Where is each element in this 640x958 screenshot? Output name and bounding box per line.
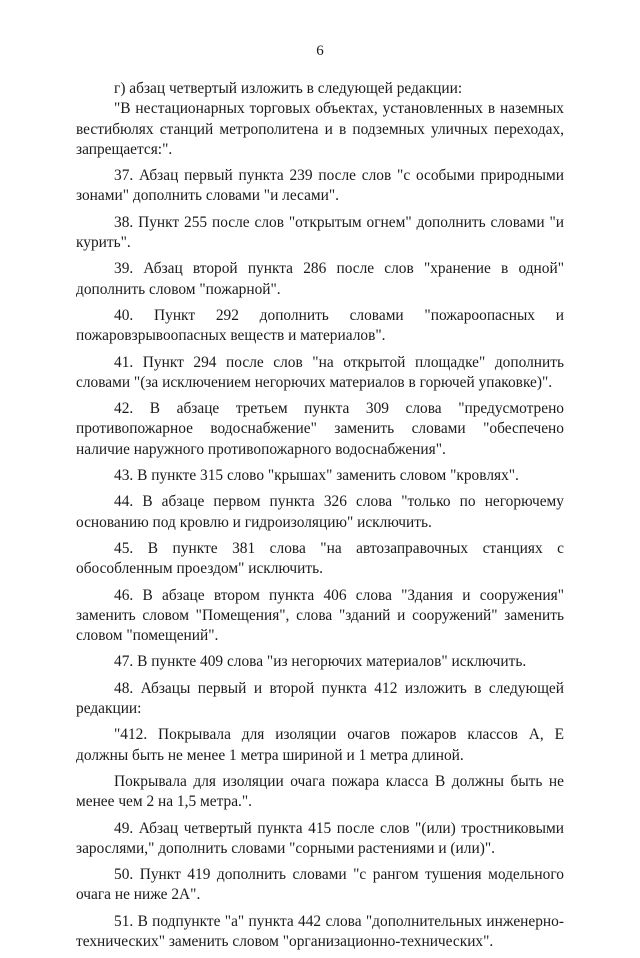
paragraph-37: 37. Абзац первый пункта 239 после слов "с особыми природными зонами" дополнить словами "и лесами". [76, 167, 564, 205]
paragraph-50: 50. Пункт 419 дополнить словами "с рангом тушения модельного очага не ниже 2А". [76, 866, 564, 904]
paragraph-48: 48. Абзацы первый и второй пункта 412 изложить в следующей редакции: [76, 679, 564, 718]
paragraph-45: 45. В пункте 381 слова "на автозаправочных станциях с обособленным проездом" исключить. [76, 539, 564, 578]
paragraph-intro: г) абзац четвертый изложить в следующей редакции: [114, 80, 463, 97]
paragraph-412-second: Покрывала для изоляции очага пожара класса В должны быть не менее чем 2 на 1,5 метра.". [76, 772, 564, 811]
paragraph-49: 49. Абзац четвертый пункта 415 после слов "(или) тростниковыми зарослями," дополнить словами "сорными растениями и (или)". [76, 819, 564, 857]
paragraph-39: 39. Абзац второй пункта 286 после слов "хранение в одной" дополнить словом "пожарной". [76, 260, 564, 298]
paragraph-quote: "В нестационарных торговых объектах, установленных в наземных вестибюлях станций метрополитена и в подземных уличных переходах, запрещается:". [76, 100, 564, 158]
paragraph-46: 46. В абзаце втором пункта 406 слова "Здания и сооружения" заменить словом "Помещения", слова "зданий и сооружений" заменить словом "помещений". [76, 586, 564, 645]
paragraph-38: 38. Пункт 255 после слов "открытым огнем" дополнить словами "и курить". [76, 213, 564, 252]
paragraph-47: 47. В пункте 409 слова "из негорючих материалов" исключить. [114, 653, 527, 671]
paragraph-41: 41. Пункт 294 после слов "на открытой площадке" дополнить словами "(за исключением негорючих материалов в горючей упаковке)". [76, 353, 564, 391]
paragraph-43: 43. В пункте 315 слово "крышах" заменить словом "кровлях". [114, 467, 519, 485]
paragraph-412-first: "412. Покрывала для изоляции очагов пожаров классов А, Е должны быть не менее 1 метра шириной и 1 метра длиной. [76, 726, 564, 764]
paragraph-42: 42. В абзаце третьем пункта 309 слова "предусмотрено противопожарное водоснабжение" заменить словами "обеспечено наличие наружного противопожарного водоснабжения". [76, 400, 564, 458]
page-number: 6 [316, 43, 324, 59]
paragraph-44: 44. В абзаце первом пункта 326 слова "только по негорючему основанию под кровлю и гидроизоляцию" исключить. [76, 493, 564, 531]
paragraph-40: 40. Пункт 292 дополнить словами "пожароопасных и пожаровзрывоопасных веществ и материалов". [76, 306, 564, 345]
paragraph-51: 51. В подпункте "а" пункта 442 слова "дополнительных инженерно-технических" заменить словом "организационно-технических". [76, 912, 564, 950]
document-body [76, 79, 564, 958]
